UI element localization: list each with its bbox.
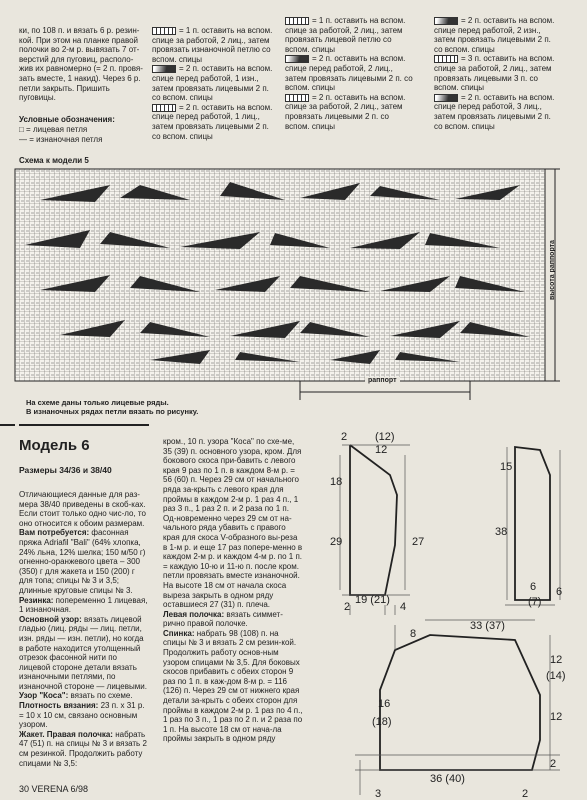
dim-label: (12) — [375, 431, 395, 443]
page-footer: 30 VERENA 6/98 — [19, 784, 89, 794]
dim-label: 6 — [530, 581, 537, 593]
dim-label: (14) — [546, 670, 566, 682]
legend-knit: □ = лицевая петля — [19, 125, 88, 134]
dim-label: 2 — [550, 758, 557, 770]
dim-label: 19 (21) — [355, 594, 390, 606]
dim-label: 33 (37) — [470, 620, 505, 632]
dim-label: 8 — [410, 628, 417, 640]
chart-side-label: высота раппорта — [549, 240, 556, 300]
top-col3: = 1 п. оставить на вспом. спице за работой, 2 лиц., затем провязать лицевой петлю со вспом. спицы = 2 п. оставить на вспом. спице перед работой, 2 лиц., затем провязать лицевыми 2 п. со вспом. спицы = 2 п. оставить на вспом. спице за работой, 2 лиц., затем провязать лицевыми 2 п. со вспом. спицы — [285, 16, 413, 131]
dim-label: 29 — [330, 536, 343, 548]
model-sizes: Размеры 34/36 и 38/40 — [19, 465, 112, 475]
legend-title: Условные обозначения: — [19, 115, 115, 124]
chart-title: Схема к модели 5 — [19, 156, 89, 165]
dim-label: 38 — [495, 526, 508, 538]
dim-label: (7) — [528, 596, 542, 608]
back-piece-outline — [380, 635, 540, 770]
chart-rapport-label: раппорт — [365, 377, 400, 384]
dim-label: 12 — [375, 444, 388, 456]
dim-label: 2 — [522, 788, 529, 800]
dim-label: 6 — [556, 586, 563, 598]
dim-label: 36 (40) — [430, 773, 465, 785]
dim-label: 4 — [400, 601, 407, 613]
model-title: Модель 6 — [19, 437, 90, 454]
dim-label: 12 — [550, 654, 563, 666]
dim-label: 15 — [500, 461, 513, 473]
dim-label: (18) — [372, 716, 392, 728]
top-col4: = 2 п. оставить на вспом. спице перед работой, 2 изн., затем провязать лицевыми 2 п. со вспом. спицы = 3 п. оставить на вспом. спице за работой, 2 лиц., затем провязать лицевыми 3 п. со вспом. спицы = 2 п. оставить на вспом. спице перед работой, 3 лиц., затем провязать лицевыми 2 п. со вспом. спицы — [434, 16, 555, 131]
legend-purl: — = изнаночная петля — [19, 135, 103, 144]
dim-label: 27 — [412, 536, 425, 548]
top-col2: = 1 п. оставить на вспом. спице за работой, 2 лиц., затем провязать изнаночной петлю со вспом. спицы = 2 п. оставить на вспом. спице перед работой, 1 изн., затем провязать лицевыми 2 п. со вспом. спицы = 2 п. оставить на вспом. спице перед работой, 1 лиц., затем провязать лицевыми 2 п. со вспом. спицы — [152, 26, 273, 141]
dim-label: 2 — [341, 431, 348, 443]
dim-label: 3 — [375, 788, 382, 800]
sleeve-outline — [515, 447, 550, 600]
top-col1: ки, по 108 п. и вязать 6 р. резин-кой. При этом на планке правой полочки во 2-м р. вывязать 7 от-верстий для пуговиц, располо-жив их равномерно (= 2 п. провя-зать вместе, 1 накид). Через 6 р. петли закрыть. Пришить пуговицы. — [19, 26, 143, 103]
dim-label: 12 — [550, 711, 563, 723]
dim-label: 18 — [330, 476, 343, 488]
pattern-diagrams — [300, 425, 587, 800]
model-left-column: Отличающиеся данные для раз-мера 38/40 приведены в скоб-ках. Если стоит только одно чис-ло, то оно относится к обоим размерам. Вам потребуется: фасонная пряжа Adriafil "Bali" (64% хлопка, 24% льна, 12% шелка; 150 м/50 г) огненно-оранжевого цвета – 300 (350) г для жакета и 150 (200) г для топа; спицы № 3 и 3,5; длинные круговые спицы № 3. Резинка: попеременно 1 лицевая, 1 изнаночная. Основной узор: вязать лицевой гладью (лиц. ряды — лиц. петли, изн. ряды — изн. петли), но когда в работе находится утолщенный отрезок фасонной нити по лицевой стороне детали вязать изнаночными петлями, по изнаночной стороне — лицевыми. Узор "Коса": вязать по схеме. Плотность вязания: 23 п. х 31 р. = 10 х 10 см, связано основным узором. Жакет. Правая полочка: набрать 47 (51) п. на спицы № 3 и вязать 2 см резинкой. Продолжить работу спицами № 3,5: — [19, 490, 148, 768]
dim-label: 2 — [344, 601, 351, 613]
chart-note-2: В изнаночных рядах петли вязать по рисунку. — [26, 407, 199, 416]
chart-note-1: На схеме даны только лицевые ряды. — [26, 398, 169, 407]
dim-label: 16 — [378, 698, 391, 710]
model-middle-column: кром., 10 п. узора "Коса" по схе-ме, 35 (39) п. основного узора, кром. Для бокового скоса при-бавить с левого края 9 раз по 1 п. в каждом 8-м р. = 56 (60) п. Через 29 см от начального ряда за-крыть с левого края для проймы в каждом 2-м р. 1 раз 4 п., 1 раз 3 п., 1 раз 2 п. и 2 раза по 1 п. Од-новременно через 29 см от на-чального ряда убавить с правого края для скоса V-образного вы-реза в 1-м р. и еще 17 раз попере-менно в каждом 2-м р. и каждом 4-м р. по 1 п. = каждую 10-ю и 11-ю п. после кром. петли провязать вместе изнаночной. На высоте 18 см от начала скоса выреза закрыть в одном ряду оставшиеся 27 (31) п. плеча. Левая полочка: вязать симмет-рично правой полочке. Спинка: набрать 98 (108) п. на спицы № 3 и вязать 2 см резин-кой. Продолжить работу основ-ным узором спицами № 3,5. Для боковых скосов прибавить с обеих сторон 9 раз по 1 п. в каж-дом 8-м р. = 116 (126) п. Через 29 см от нижнего края детали за-крыть с обеих сторон для проймы в каждом 2-м р. 1 раз по 4 п., 1 раз по 3 п., 1 раз по 2 п. и 2 раза по 1 п. На высоте 18 см от нача-ла проймы закрыть в одном ряду — [163, 437, 303, 744]
front-piece-outline — [350, 445, 397, 595]
